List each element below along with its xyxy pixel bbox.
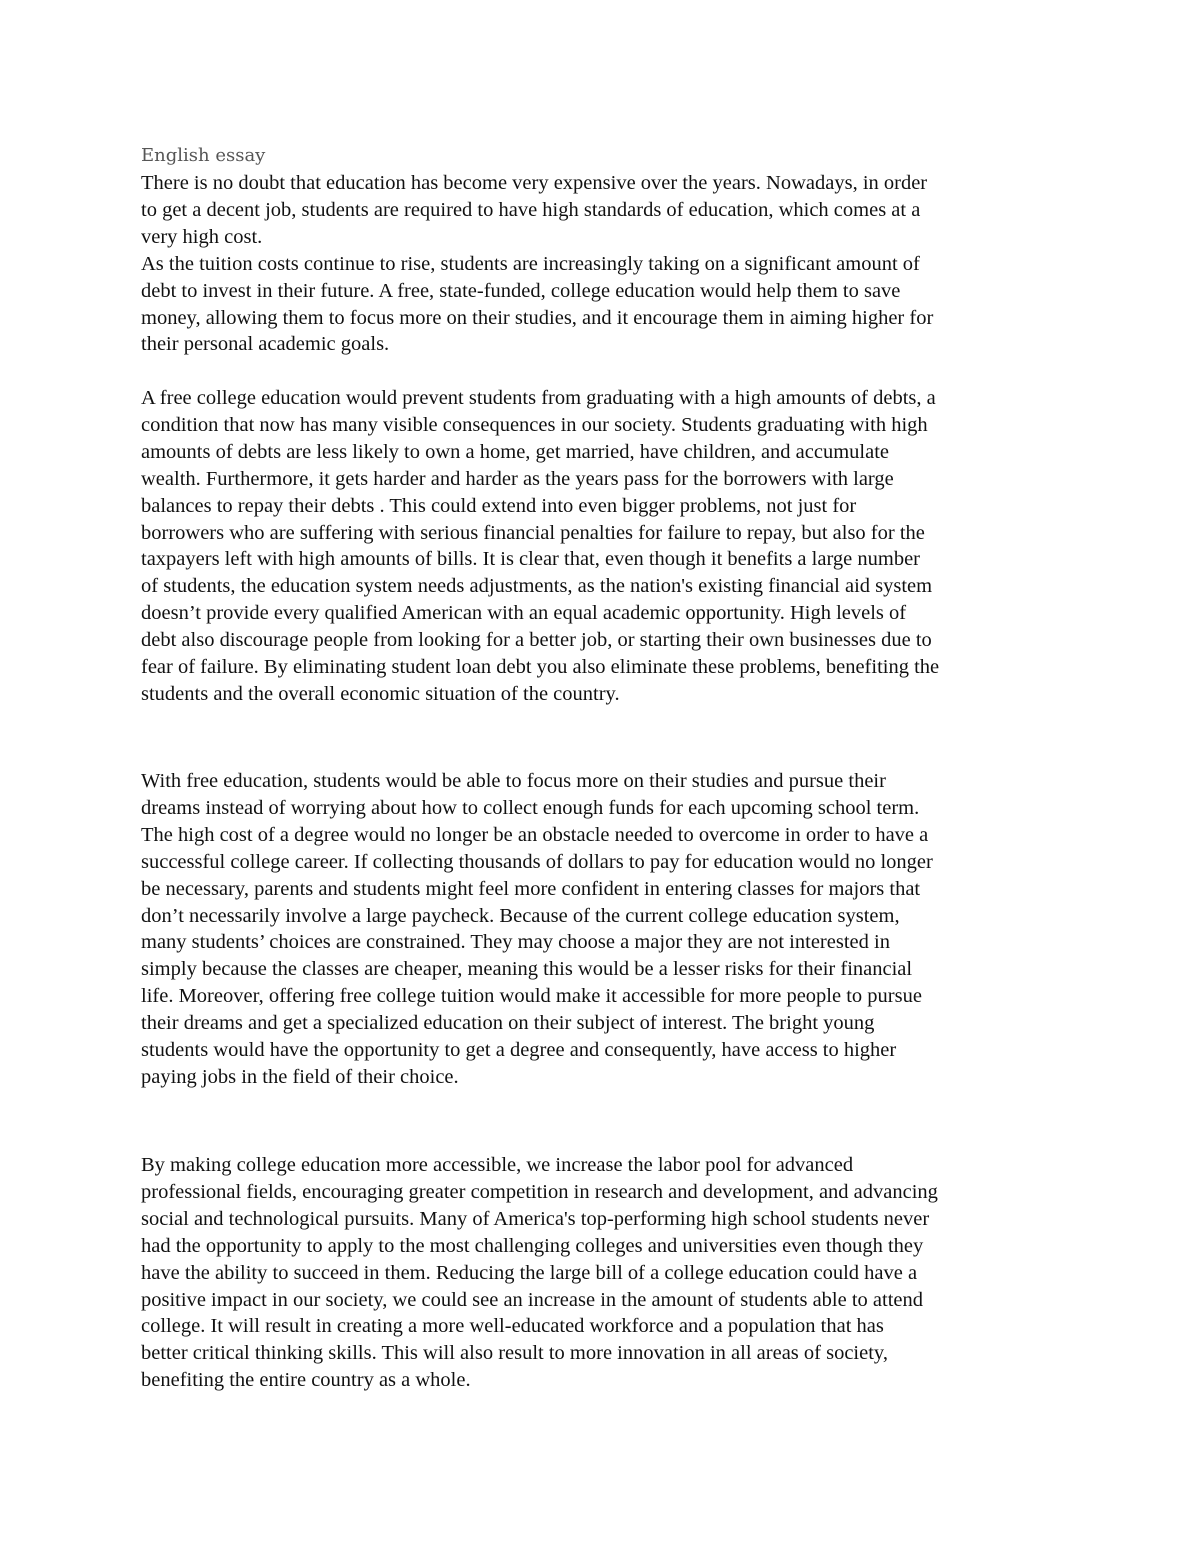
text-line: money, allowing them to focus more on their studies, and it encourage them in aiming higher for xyxy=(141,306,934,329)
text-line: With free education, students would be able to focus more on their studies and pursue their xyxy=(141,770,886,792)
text-line: to get a decent job, students are required to have high standards of education, which comes at a xyxy=(141,198,921,221)
text-line: of students, the education system needs adjustments, as the nation's existing financial aid system xyxy=(141,575,933,598)
text-line: fear of failure. By eliminating student loan debt you also eliminate these problems, benefiting the xyxy=(141,656,940,679)
text-line: benefiting the entire country as a whole. xyxy=(141,1369,471,1392)
text-line: dreams instead of worrying about how to collect enough funds for each upcoming school term. xyxy=(141,796,920,819)
paragraph-debt xyxy=(141,385,1076,708)
text-line: simply because the classes are cheaper, meaning this would be a lesser risks for their financial xyxy=(141,958,913,981)
text-line: paying jobs in the field of their choice. xyxy=(141,1065,459,1088)
text-line: many students’ choices are constrained. They may choose a major they are not interested in xyxy=(141,931,890,954)
text-line: As the tuition costs continue to rise, students are increasingly taking on a significant amount of xyxy=(141,252,920,275)
text-line: better critical thinking skills. This will also result to more innovation in all areas of society, xyxy=(141,1342,888,1365)
text-line: By making college education more accessible, we increase the labor pool for advanced xyxy=(141,1154,854,1176)
text-line: life. Moreover, offering free college tuition would make it accessible for more people to pursue xyxy=(141,985,922,1008)
text-line: amounts of debts are less likely to own a home, get married, have children, and accumulate xyxy=(141,440,889,463)
text-line: social and technological pursuits. Many of America's top-performing high school students never xyxy=(141,1207,930,1230)
text-line: their dreams and get a specialized education on their subject of interest. The bright young xyxy=(141,1012,875,1035)
text-line: balances to repay their debts . This could extend into even bigger problems, not just for xyxy=(141,494,857,517)
text-line: students would have the opportunity to get a degree and consequently, have access to higher xyxy=(141,1039,897,1062)
text-line: wealth. Furthermore, it gets harder and harder as the years pass for the borrowers with large xyxy=(141,467,894,490)
text-line: students and the overall economic situation of the country. xyxy=(141,682,620,705)
text-line: positive impact in our society, we could see an increase in the amount of students able to attend xyxy=(141,1288,924,1311)
text-line: There is no doubt that education has become very expensive over the years. Nowadays, in order xyxy=(141,172,928,194)
text-line: professional fields, encouraging greater competition in research and development, and advancing xyxy=(141,1180,938,1203)
text-line: have the ability to succeed in them. Reducing the large bill of a college education could have a xyxy=(141,1261,918,1284)
text-line: The high cost of a degree would no longer be an obstacle needed to overcome in order to have a xyxy=(141,823,929,846)
text-line: successful college career. If collecting thousands of dollars to pay for education would no longer xyxy=(141,850,933,873)
text-line: had the opportunity to apply to the most challenging colleges and universities even though they xyxy=(141,1234,924,1257)
paragraph-intro xyxy=(141,170,1076,358)
paragraph-free-education xyxy=(141,768,1076,1091)
text-line: taxpayers left with high amounts of bills. It is clear that, even though it benefits a large number xyxy=(141,548,920,571)
text-line: condition that now has many visible consequences in our society. Students graduating with high xyxy=(141,413,928,436)
text-line: don’t necessarily involve a large paycheck. Because of the current college education system, xyxy=(141,904,900,927)
text-line: college. It will result in creating a more well-educated workforce and a population that has xyxy=(141,1315,884,1338)
text-line: debt to invest in their future. A free, state-funded, college education would help them to save xyxy=(141,279,901,302)
text-line: be necessary, parents and students might feel more confident in entering classes for majors that xyxy=(141,877,921,900)
text-line: doesn’t provide every qualified American with an equal academic opportunity. High levels of xyxy=(141,602,907,625)
text-line: very high cost. xyxy=(141,225,263,248)
text-line: borrowers who are suffering with serious financial penalties for failure to repay, but also for the xyxy=(141,521,925,544)
paragraph-accessibility xyxy=(141,1152,1076,1394)
text-line: their personal academic goals. xyxy=(141,333,390,356)
document-title: English essay xyxy=(141,145,266,166)
text-line: debt also discourage people from looking for a better job, or starting their own businesses due to xyxy=(141,629,932,652)
text-line: A free college education would prevent students from graduating with a high amounts of debts, a xyxy=(141,387,936,409)
